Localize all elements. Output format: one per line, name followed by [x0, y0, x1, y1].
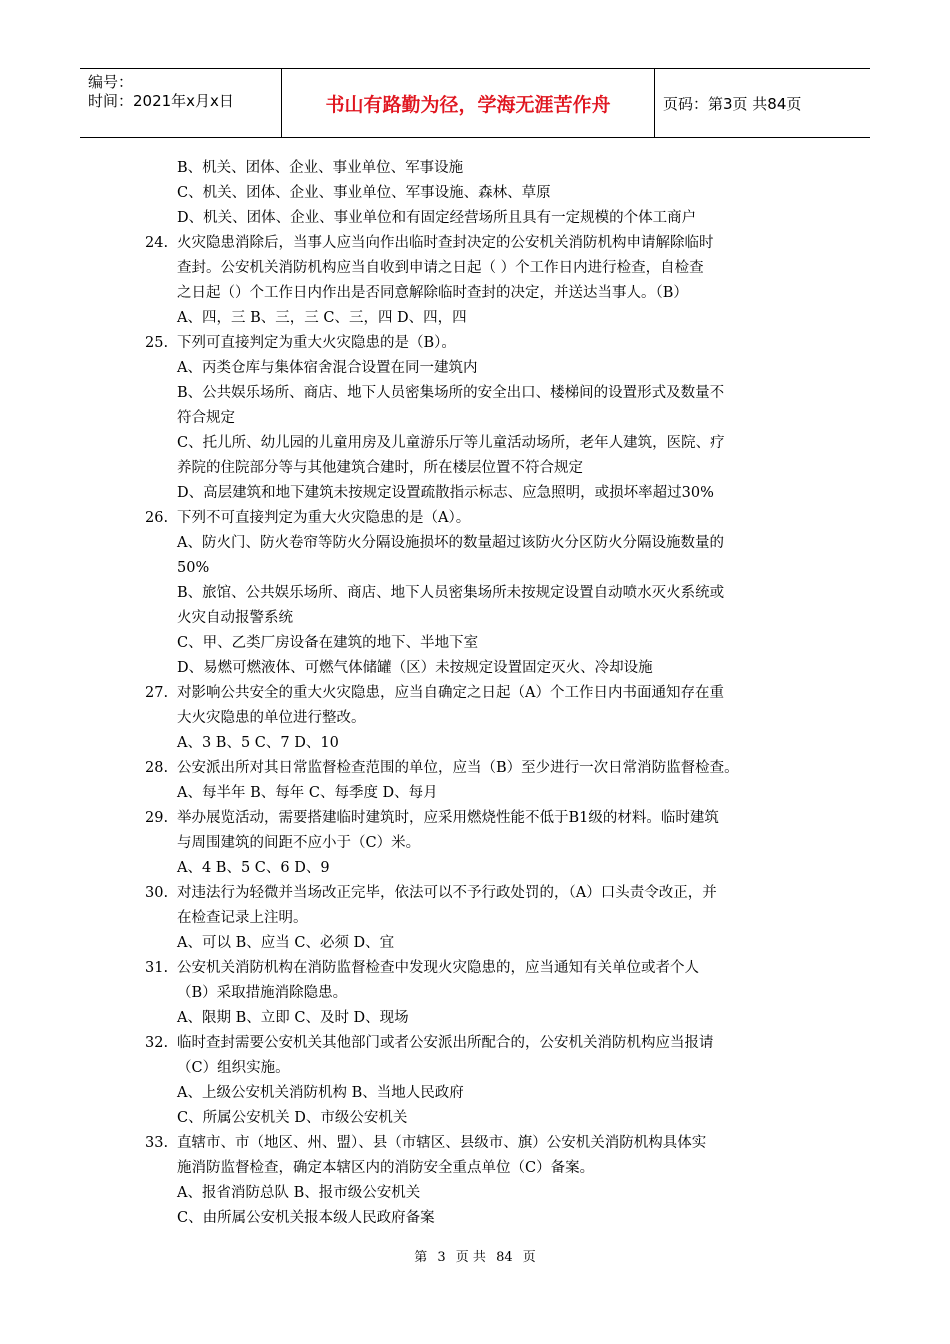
question-number: 32.	[145, 1035, 169, 1051]
text-line: 之日起（）个工作日内作出是否同意解除临时查封的决定，并送达当事人。（B）	[177, 285, 688, 301]
header-motto: 书山有路勤为径，学海无涯苦作舟	[282, 69, 655, 137]
question-number: 27.	[145, 685, 169, 701]
text-line: 在检查记录上注明。	[177, 910, 308, 926]
question-text: 下列可直接判定为重大火灾隐患的是（B）。	[177, 335, 456, 351]
text-line: （C）组织实施。	[177, 1060, 290, 1076]
text-line: （B）采取措施消除隐患。	[177, 985, 348, 1001]
header-page-info: 页码：第3页 共84页	[663, 94, 802, 113]
question-number: 24.	[145, 235, 169, 251]
question-text: 公安机关消防机构在消防监督检查中发现火灾隐患的，应当通知有关单位或者个人	[177, 960, 699, 976]
text-line: A、3 B、5 C、7 D、10	[177, 735, 339, 751]
doc-number-label: 编号：	[88, 73, 134, 91]
text-line: A、限期 B、立即 C、及时 D、现场	[177, 1010, 409, 1026]
question-text: 公安派出所对其日常监督检查范围的单位，应当（B）至少进行一次日常消防监督检查。	[177, 760, 739, 776]
text-line: 符合规定	[177, 410, 235, 426]
text-line: C、机关、团体、企业、事业单位、军事设施、森林、草原	[177, 185, 551, 201]
question-text: 临时查封需要公安机关其他部门或者公安派出所配合的，公安机关消防机构应当报请	[177, 1035, 714, 1051]
text-line: A、丙类仓库与集体宿舍混合设置在同一建筑内	[177, 360, 478, 376]
text-line: A、防火门、防火卷帘等防火分隔设施损坏的数量超过该防火分区防火分隔设施数量的	[177, 535, 724, 551]
text-line: A、4 B、5 C、6 D、9	[177, 860, 330, 876]
text-line: C、由所属公安机关报本级人民政府备案	[177, 1210, 435, 1226]
question-number: 30.	[145, 885, 169, 901]
text-line: B、公共娱乐场所、商店、地下人员密集场所的安全出口、楼梯间的设置形式及数量不	[177, 385, 725, 401]
footer-suffix: 页	[522, 1250, 536, 1265]
text-line: D、易燃可燃液体、可燃气体储罐（区）未按规定设置固定灭火、冷却设施	[177, 660, 653, 676]
doc-date-label: 时间：2021年x月x日	[88, 92, 234, 110]
text-line: 施消防监督检查，确定本辖区内的消防安全重点单位（C）备案。	[177, 1160, 595, 1176]
text-line: A、四，三 B、三，三 C、三，四 D、四，四	[177, 310, 467, 326]
text-line: A、每半年 B、每年 C、每季度 D、每月	[177, 785, 438, 801]
question-text: 火灾隐患消除后，当事人应当向作出临时查封决定的公安机关消防机构申请解除临时	[177, 235, 714, 251]
question-number: 29.	[145, 810, 169, 826]
text-line: 50%	[177, 560, 210, 576]
footer-total-pages: 84	[496, 1250, 513, 1265]
text-line: C、所属公安机关 D、市级公安机关	[177, 1110, 408, 1126]
page-header	[80, 68, 870, 138]
text-line: 大火灾隐患的单位进行整改。	[177, 710, 366, 726]
text-line: C、托儿所、幼儿园的儿童用房及儿童游乐厅等儿童活动场所，老年人建筑，医院、疗	[177, 435, 725, 451]
text-line: B、旅馆、公共娱乐场所、商店、地下人员密集场所未按规定设置自动喷水灭火系统或	[177, 585, 725, 601]
question-number: 25.	[145, 335, 169, 351]
question-number: 33.	[145, 1135, 169, 1151]
question-number: 28.	[145, 760, 169, 776]
question-text: 举办展览活动，需要搭建临时建筑时，应采用燃烧性能不低于B1级的材料。临时建筑	[177, 810, 719, 826]
question-text: 对违法行为轻微并当场改正完毕，依法可以不予行政处罚的，（A）口头责令改正，并	[177, 885, 717, 901]
text-line: 养院的住院部分等与其他建筑合建时，所在楼层位置不符合规定	[177, 460, 583, 476]
page-footer	[0, 1246, 950, 1265]
question-number: 31.	[145, 960, 169, 976]
text-line: A、上级公安机关消防机构 B、当地人民政府	[177, 1085, 464, 1101]
text-line: 查封。公安机关消防机构应当自收到申请之日起（ ）个工作日内进行检查，自检查	[177, 260, 704, 276]
text-line: A、可以 B、应当 C、必须 D、宜	[177, 935, 395, 951]
footer-page-number: 3	[437, 1250, 446, 1265]
question-text: 对影响公共安全的重大火灾隐患，应当自确定之日起（A）个工作日内书面通知存在重	[177, 685, 724, 701]
text-line: 与周围建筑的间距不应小于（C）米。	[177, 835, 421, 851]
text-line: D、机关、团体、企业、事业单位和有固定经营场所且具有一定规模的个体工商户	[177, 210, 697, 226]
text-line: A、报省消防总队 B、报市级公安机关	[177, 1185, 421, 1201]
header-meta	[80, 69, 282, 137]
question-text: 下列不可直接判定为重大火灾隐患的是（A）。	[177, 510, 471, 526]
text-line: D、高层建筑和地下建筑未按规定设置疏散指示标志、应急照明，或损坏率超过30%	[177, 485, 714, 501]
text-line: C、甲、乙类厂房设备在建筑的地下、半地下室	[177, 635, 479, 651]
question-text: 直辖市、市（地区、州、盟）、县（市辖区、县级市、旗）公安机关消防机构具体实	[177, 1135, 707, 1151]
footer-mid: 页 共	[455, 1250, 486, 1265]
question-number: 26.	[145, 510, 169, 526]
footer-prefix: 第	[414, 1250, 428, 1265]
text-line: B、机关、团体、企业、事业单位、军事设施	[177, 160, 464, 176]
text-line: 火灾自动报警系统	[177, 610, 293, 626]
